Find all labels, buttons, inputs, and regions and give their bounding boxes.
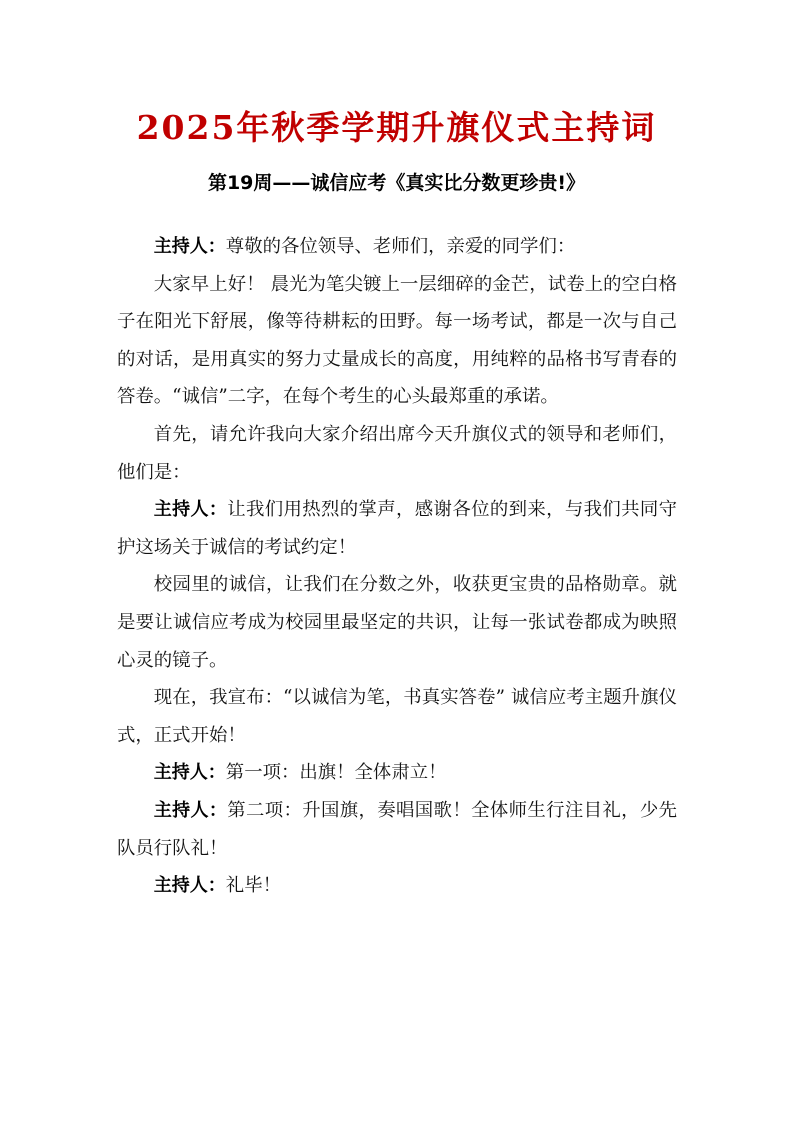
document-subtitle: 第19周——诚信应考《真实比分数更珍贵!》 (207, 172, 586, 194)
paragraph-text: 首先，请允许我向大家介绍出席今天升旗仪式的领导和老师们，他们是： (117, 423, 677, 483)
speaker-label: 主持人： (153, 762, 226, 784)
paragraph (117, 754, 677, 792)
speaker-label: 主持人： (153, 799, 228, 821)
paragraph (117, 416, 677, 491)
paragraph (117, 679, 677, 754)
paragraph-text: 第二项：升国旗，奏唱国歌！全体师生行注目礼，少先队员行队礼！ (117, 799, 678, 859)
paragraph (117, 792, 677, 867)
paragraph (117, 867, 677, 905)
speaker-label: 主持人： (153, 499, 228, 521)
paragraph-text: 第一项：出旗！全体肃立！ (225, 762, 447, 784)
paragraph (117, 566, 677, 679)
document-title: 2025年秋季学期升旗仪式主持词 (136, 108, 657, 147)
speaker-label: 主持人： (153, 875, 226, 897)
paragraph-text: 让我们用热烈的掌声，感谢各位的到来，与我们共同守护这场关于诚信的考试约定！ (117, 499, 678, 558)
paragraph-text: 现在，我宣布：“以诚信为笔，书真实答卷” 诚信应考主题升旗仪式，正式开始！ (117, 687, 677, 746)
paragraph-text: 尊敬的各位领导、老师们，亲爱的同学们： (225, 236, 576, 257)
speaker-label: 主持人： (153, 236, 226, 257)
paragraph (117, 266, 677, 416)
paragraph (117, 228, 677, 266)
paragraph (117, 491, 677, 566)
paragraph-text: 大家早上好！ 晨光为笔尖镀上一层细碎的金芒，试卷上的空白格子在阳光下舒展，像等待耕耘的田野。每一场考试，都是一次与自己的对话，是用真实的努力丈量成长的高度，用纯粹的品格书写青春的答卷。“诚信”二字，在每个考生的心头最郑重的承诺。 (117, 273, 677, 408)
paragraph-text: 礼毕！ (225, 875, 281, 897)
paragraph-text: 校园里的诚信，让我们在分数之外，收获更宝贵的品格勋章。就是要让诚信应考成为校园里最坚定的共识，让每一张试卷都成为映照心灵的镜子。 (117, 574, 677, 671)
document-body (117, 228, 677, 905)
